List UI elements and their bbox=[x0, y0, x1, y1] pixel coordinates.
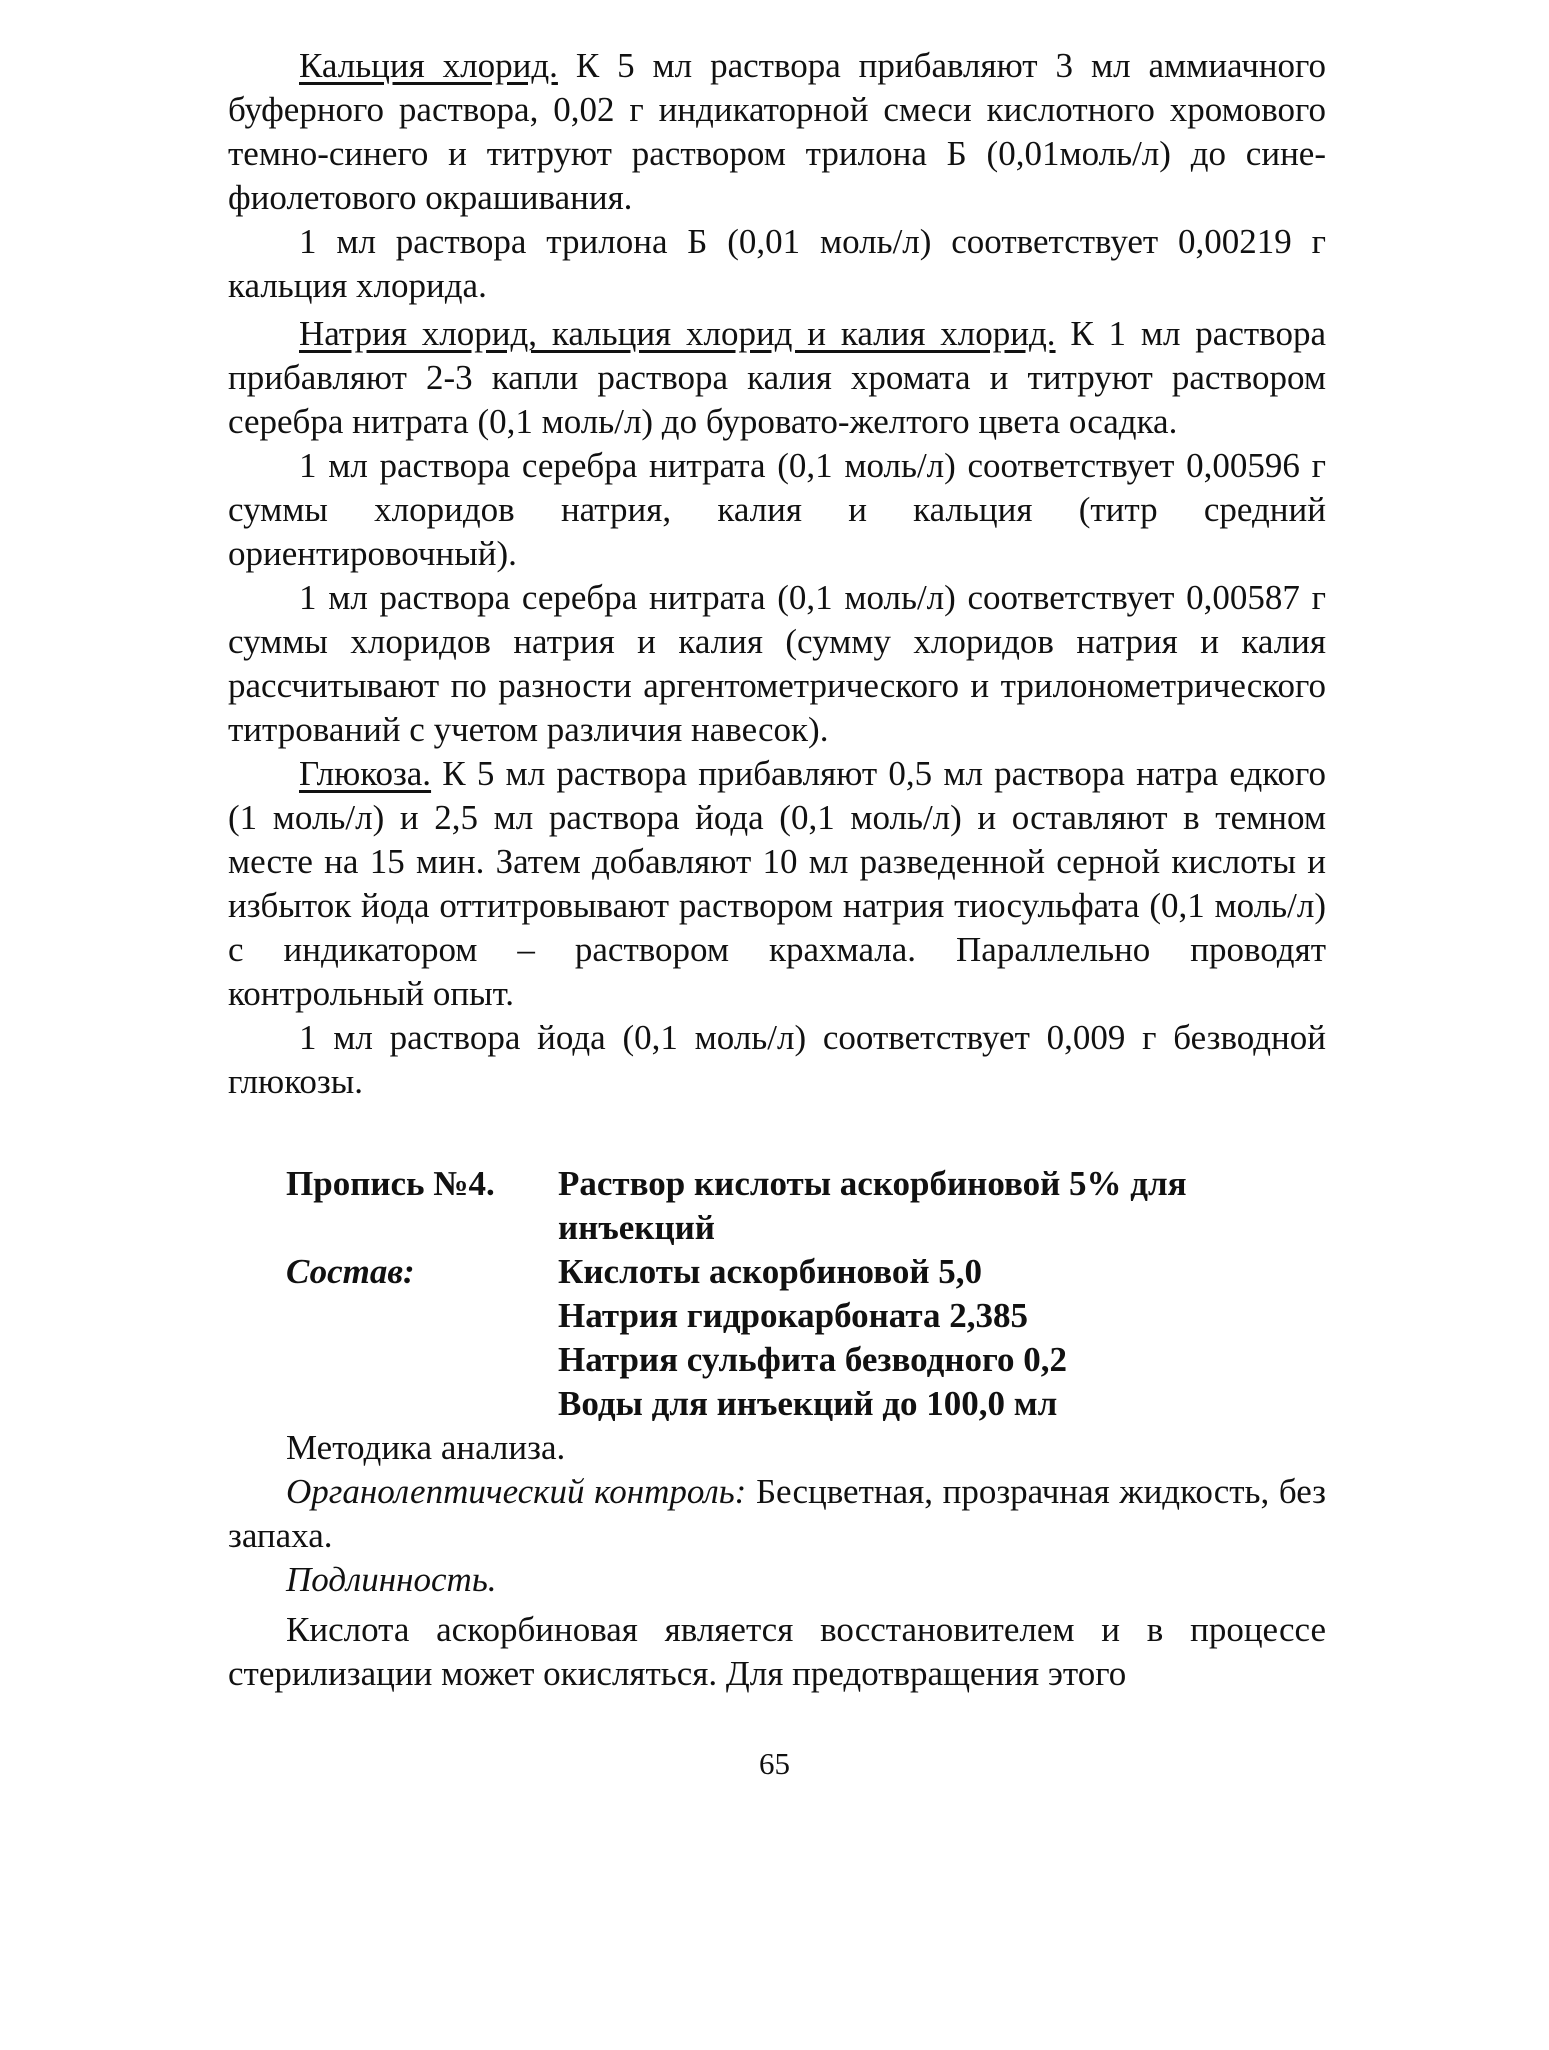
organoleptic-label: Органолептический контроль: bbox=[286, 1472, 747, 1511]
ingredients-list bbox=[558, 1250, 1326, 1426]
glucose-paragraph bbox=[228, 752, 1326, 1016]
glucose-text: К 5 мл раствора прибавляют 0,5 мл раствора натра едкого (1 моль/л) и 2,5 мл раствора йода (0,1 моль/л) и оставляют в темном месте на 15 мин. Затем добавляют 10 мл разведенной серной кислоты и избыток йода оттитровывают раствором натрия тиосульфата (0,1 моль/л) с индикатором – раствором крахмала. Параллельно проводят контрольный опыт. bbox=[228, 754, 1326, 1013]
recipe-block bbox=[286, 1162, 1326, 1426]
organoleptic-text: Бесцветная, прозрачная жидкость, без запаха. bbox=[228, 1472, 1326, 1555]
organoleptic-paragraph bbox=[228, 1470, 1326, 1558]
calcium-chloride-equivalent: 1 мл раствора трилона Б (0,01 моль/л) соответствует 0,00219 г кальция хлорида. bbox=[228, 222, 1326, 305]
calcium-chloride-paragraph bbox=[228, 44, 1326, 220]
chlorides-paragraph bbox=[228, 312, 1326, 444]
method-heading: Методика анализа. bbox=[286, 1428, 566, 1467]
glucose-label: Глюкоза. bbox=[299, 754, 432, 793]
glucose-equivalent: 1 мл раствора йода (0,1 моль/л) соответствует 0,009 г безводной глюкозы. bbox=[228, 1018, 1326, 1101]
composition-label: Состав: bbox=[286, 1252, 415, 1291]
chlorides-equivalent-2: 1 мл раствора серебра нитрата (0,1 моль/л) соответствует 0,00587 г суммы хлоридов натрия и калия (сумму хлоридов натрия и калия рассчитывают по разности аргентометрического и трилонометрического титрований с учетом различия навесок). bbox=[228, 578, 1326, 749]
page-body bbox=[228, 44, 1326, 1696]
authenticity-label: Подлинность. bbox=[286, 1560, 497, 1599]
ingredient-item: Натрия гидрокарбоната 2,385 bbox=[558, 1296, 1029, 1335]
calcium-chloride-label: Кальция хлорид. bbox=[299, 46, 558, 85]
chlorides-text: К 1 мл раствора прибавляют 2-3 капли раствора калия хромата и титруют раствором серебра нитрата (0,1 моль/л) до буровато-желтого цвета осадка. bbox=[228, 314, 1326, 441]
ingredient-item: Натрия сульфита безводного 0,2 bbox=[558, 1340, 1068, 1379]
calcium-chloride-text: К 5 мл раствора прибавляют 3 мл аммиачного буферного раствора, 0,02 г индикаторной смеси кислотного хромового темно-синего и титруют раствором трилона Б (0,01моль/л) до сине-фиолетового окрашивания. bbox=[228, 46, 1327, 217]
authenticity-paragraph: Кислота аскорбиновая является восстановителем и в процессе стерилизации может окисляться. Для предотвращения этого bbox=[228, 1610, 1326, 1693]
recipe-number-label: Пропись №4. bbox=[286, 1164, 495, 1203]
chlorides-label: Натрия хлорид, кальция хлорид и калия хлорид. bbox=[299, 314, 1056, 353]
ingredient-item: Воды для инъекций до 100,0 мл bbox=[558, 1384, 1058, 1423]
chlorides-equivalent-1: 1 мл раствора серебра нитрата (0,1 моль/л) соответствует 0,00596 г суммы хлоридов натрия, калия и кальция (титр средний ориентировочный). bbox=[228, 446, 1326, 573]
page-number: 65 bbox=[759, 1746, 790, 1781]
ingredient-item: Кислоты аскорбиновой 5,0 bbox=[558, 1252, 983, 1291]
recipe-title: Раствор кислоты аскорбиновой 5% для инъекций bbox=[558, 1164, 1187, 1247]
authenticity-heading bbox=[228, 1558, 1326, 1602]
